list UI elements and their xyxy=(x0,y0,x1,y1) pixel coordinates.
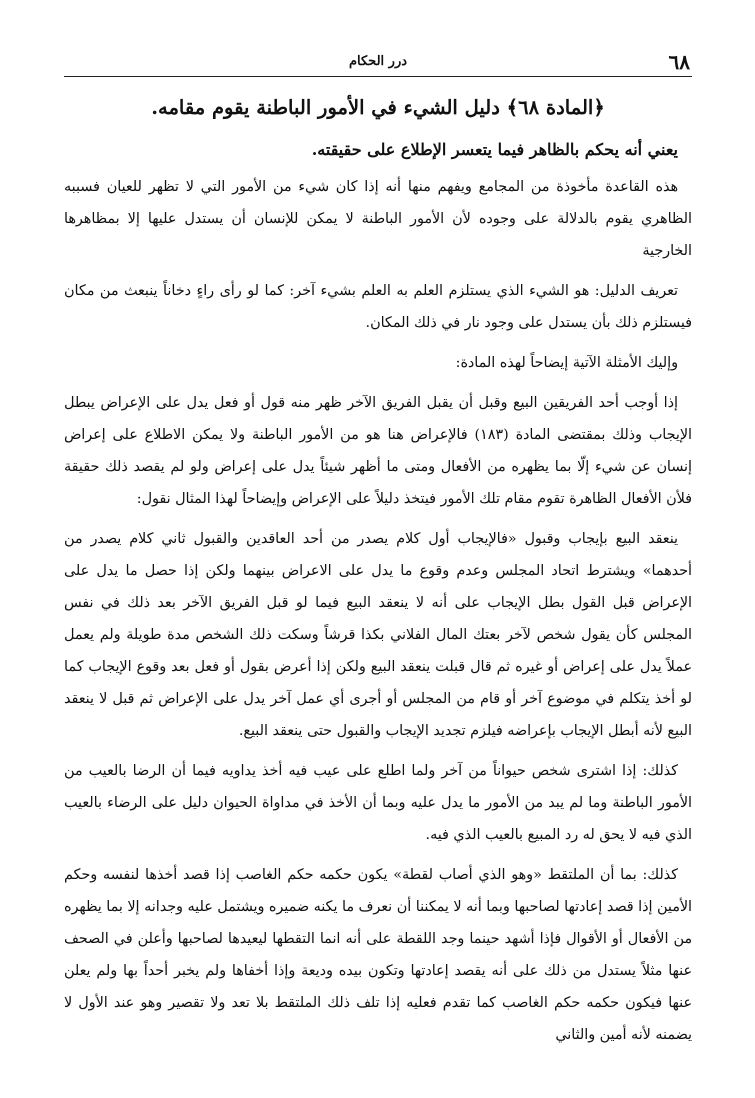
page-number: ٦٨ xyxy=(668,50,690,74)
article-summary: يعني أنه يحكم بالظاهر فيما يتعسر الإطلاع على حقيقته. xyxy=(311,140,678,159)
paragraph-example-lost-item: كذلك: بما أن الملتقط «وهو الذي أصاب لقطة» يكون حكمه حكم الغاصب إذا قصد أخذها لنفسه وحكم الأمين إذا قصد إعادتها لصاحبها وبما أنه لا يمكننا أن نعرف ما يكنه ضميره ويشتمل عليه وجدانه إلا بما يظهره من الأفعال أو الأقوال فإذا أشهد حينما وجد اللقطة على أنه انما التقطها ليعيدها لصاحبها وأعلن في الصحف عنها مثلاً يستدل من ذلك على أنه يقصد إعادتها وتكون بيده وديعة وإذا أخفاها ولم يخبر أحداً بها ولم يعلن عنها فيكون حكمه حكم الغاصب كما تقدم فعليه إذا تلف ذلك الملتقط بلا تعد ولا تقصير وهو عند الأول لا يضمنه لأنه أمين والثاني xyxy=(64,867,692,1043)
document-page xyxy=(64,48,692,1088)
body-text xyxy=(64,171,692,1051)
paragraph-definition: تعريف الدليل: هو الشيء الذي يستلزم العلم به العلم بشيء آخر: كما لو رأى راءٍ دخاناً ينبعث من مكان فيستلزم ذلك بأن يستدل على وجود نار في ذلك المكان. xyxy=(64,283,692,331)
paragraph-example-offer: إذا أوجب أحد الفريقين البيع وقبل أن يقبل الفريق الآخر ظهر منه قول أو فعل يدل على الإعراض يبطل الإيجاب وذلك بمقتضى المادة (١٨٣) فالإعراض هنا هو من الأمور الباطنة ولا يمكن الاطلاع على إعراض إنسان عن شيء إلّا بما يظهره من الأفعال ومتى ما أظهر شيئاً يدل على إعراض ولو لم يقصد ذلك حقيقة فلأن الأفعال الظاهرة تقوم مقام تلك الأمور فيتخذ دليلاً على الإعراض وإيضاحاً لهذا المثال نقول: xyxy=(64,395,692,507)
article-heading: ﴿المادة ٦٨﴾ دليل الشيء في الأمور الباطنة يقوم مقامه. xyxy=(151,96,605,119)
paragraph-sale-contract: ينعقد البيع بإيجاب وقبول «فالإيجاب أول كلام يصدر من أحد العاقدين والقبول ثاني كلام يصدر من أحدهما» ويشترط اتحاد المجلس وعدم وقوع ما يدل على الاعراض بينهما ولكن إذا حصل ما يدل على الإعراض قبل القول بطل الإيجاب على أنه لا ينعقد البيع فيما لو قبل الفريق الآخر بعد ذلك في نفس المجلس كأن يقول شخص لآخر بعتك المال الفلاني بكذا قرشاً وسكت ذلك الشخص مدة طويلة ولم يعمل عملاً يدل على إعراض أو غيره ثم قال قبلت ينعقد البيع ولكن إذا أعرض بقول أو فعل بعد وقوع الإيجاب كما لو أخذ يتكلم في موضوع آخر أو قام من المجلس أو أجرى أي عمل آخر يدل على الإعراض ثم قبل لا ينعقد البيع لأنه أبطل الإيجاب بإعراضه فيلزم تجديد الإيجاب والقبول حتى ينعقد البيع. xyxy=(64,531,692,739)
book-title: درر الحكام xyxy=(348,54,408,69)
paragraph-intro: هذه القاعدة مأخوذة من المجامع ويفهم منها أنه إذا كان شيء من الأمور التي لا تظهر للعيان فسببه الظاهري يقوم بالدلالة على وجوده لأن الأمور الباطنة لا يمكن للإنسان أن يستدل عليها إلا بمظاهرها الخارجية xyxy=(64,179,692,259)
paragraph-examples-lead: وإليك الأمثلة الآتية إيضاحاً لهذه المادة: xyxy=(455,355,678,371)
running-header xyxy=(64,48,692,77)
paragraph-example-animal: كذلك: إذا اشترى شخص حيواناً من آخر ولما اطلع على عيب فيه أخذ يداويه فيما أن الرضا بالعيب من الأمور الباطنة وما لم يبد من الأمور ما يدل عليه وبما أن الأخذ في مداواة الحيوان دليل على الرضاء بالعيب الذي فيه لا يحق له رد المبيع بالعيب الذي فيه. xyxy=(64,763,692,843)
